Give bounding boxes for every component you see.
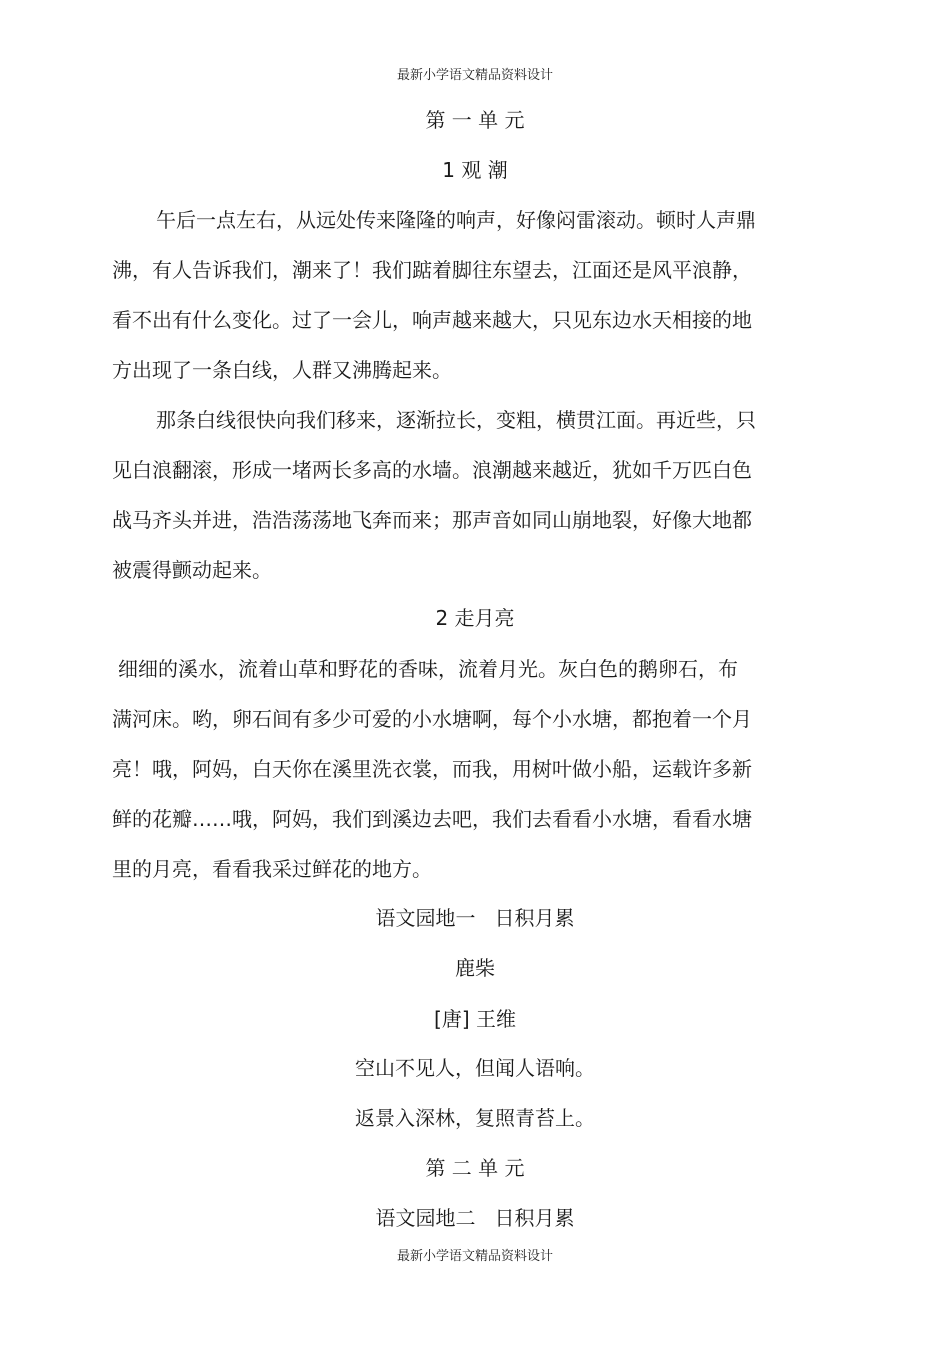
text-line: 被震得颤动起来。 xyxy=(112,558,272,582)
lesson2-title: 2 走月亮 xyxy=(435,606,515,630)
text-line: 细细的溪水，流着山草和野花的香味，流着月光。灰白色的鹅卵石，布 xyxy=(118,657,738,681)
text-line: 看不出有什么变化。过了一会儿，响声越来越大，只见东边水天相接的地 xyxy=(112,308,752,332)
lesson1-paragraph-2 xyxy=(112,395,812,595)
unit1-title: 第 一 单 元 xyxy=(425,108,525,132)
garden2-title: 语文园地二 日积月累 xyxy=(375,1206,575,1230)
poem-line-1: 空山不见人，但闻人语响。 xyxy=(355,1056,595,1080)
text-line: 沸，有人告诉我们，潮来了！我们踮着脚往东望去，江面还是风平浪静， xyxy=(112,258,752,282)
page-footer: 最新小学语文精品资料设计 xyxy=(396,1249,553,1264)
lesson1-paragraph-1 xyxy=(112,195,812,395)
poem-line-2: 返景入深林，复照青苔上。 xyxy=(355,1106,595,1130)
text-line: 那条白线很快向我们移来，逐渐拉长，变粗，横贯江面。再近些，只 xyxy=(156,408,756,432)
poem-title: 鹿柴 xyxy=(455,956,495,980)
lesson1-title: 1 观 潮 xyxy=(442,158,508,182)
text-line: 里的月亮，看看我采过鲜花的地方。 xyxy=(112,857,432,881)
text-line: 满河床。哟，卵石间有多少可爱的小水塘啊，每个小水塘，都抱着一个月 xyxy=(112,707,752,731)
text-line: 见白浪翻滚，形成一堵两长多高的水墙。浪潮越来越近，犹如千万匹白色 xyxy=(112,458,752,482)
poem-author: [唐] 王维 xyxy=(434,1007,516,1031)
unit2-title: 第 二 单 元 xyxy=(425,1156,525,1180)
text-line: 方出现了一条白线，人群又沸腾起来。 xyxy=(112,358,452,382)
text-line: 午后一点左右，从远处传来隆隆的响声，好像闷雷滚动。顿时人声鼎 xyxy=(156,208,756,232)
garden1-title: 语文园地一 日积月累 xyxy=(375,906,575,930)
text-line: 亮！哦，阿妈，白天你在溪里洗衣裳，而我，用树叶做小船，运载许多新 xyxy=(112,757,752,781)
page-header: 最新小学语文精品资料设计 xyxy=(396,68,553,83)
text-line: 鲜的花瓣……哦，阿妈，我们到溪边去吧，我们去看看小水塘，看看水塘 xyxy=(112,807,752,831)
text-line: 战马齐头并进，浩浩荡荡地飞奔而来；那声音如同山崩地裂，好像大地都 xyxy=(112,508,752,532)
lesson2-paragraph-1 xyxy=(112,644,812,894)
